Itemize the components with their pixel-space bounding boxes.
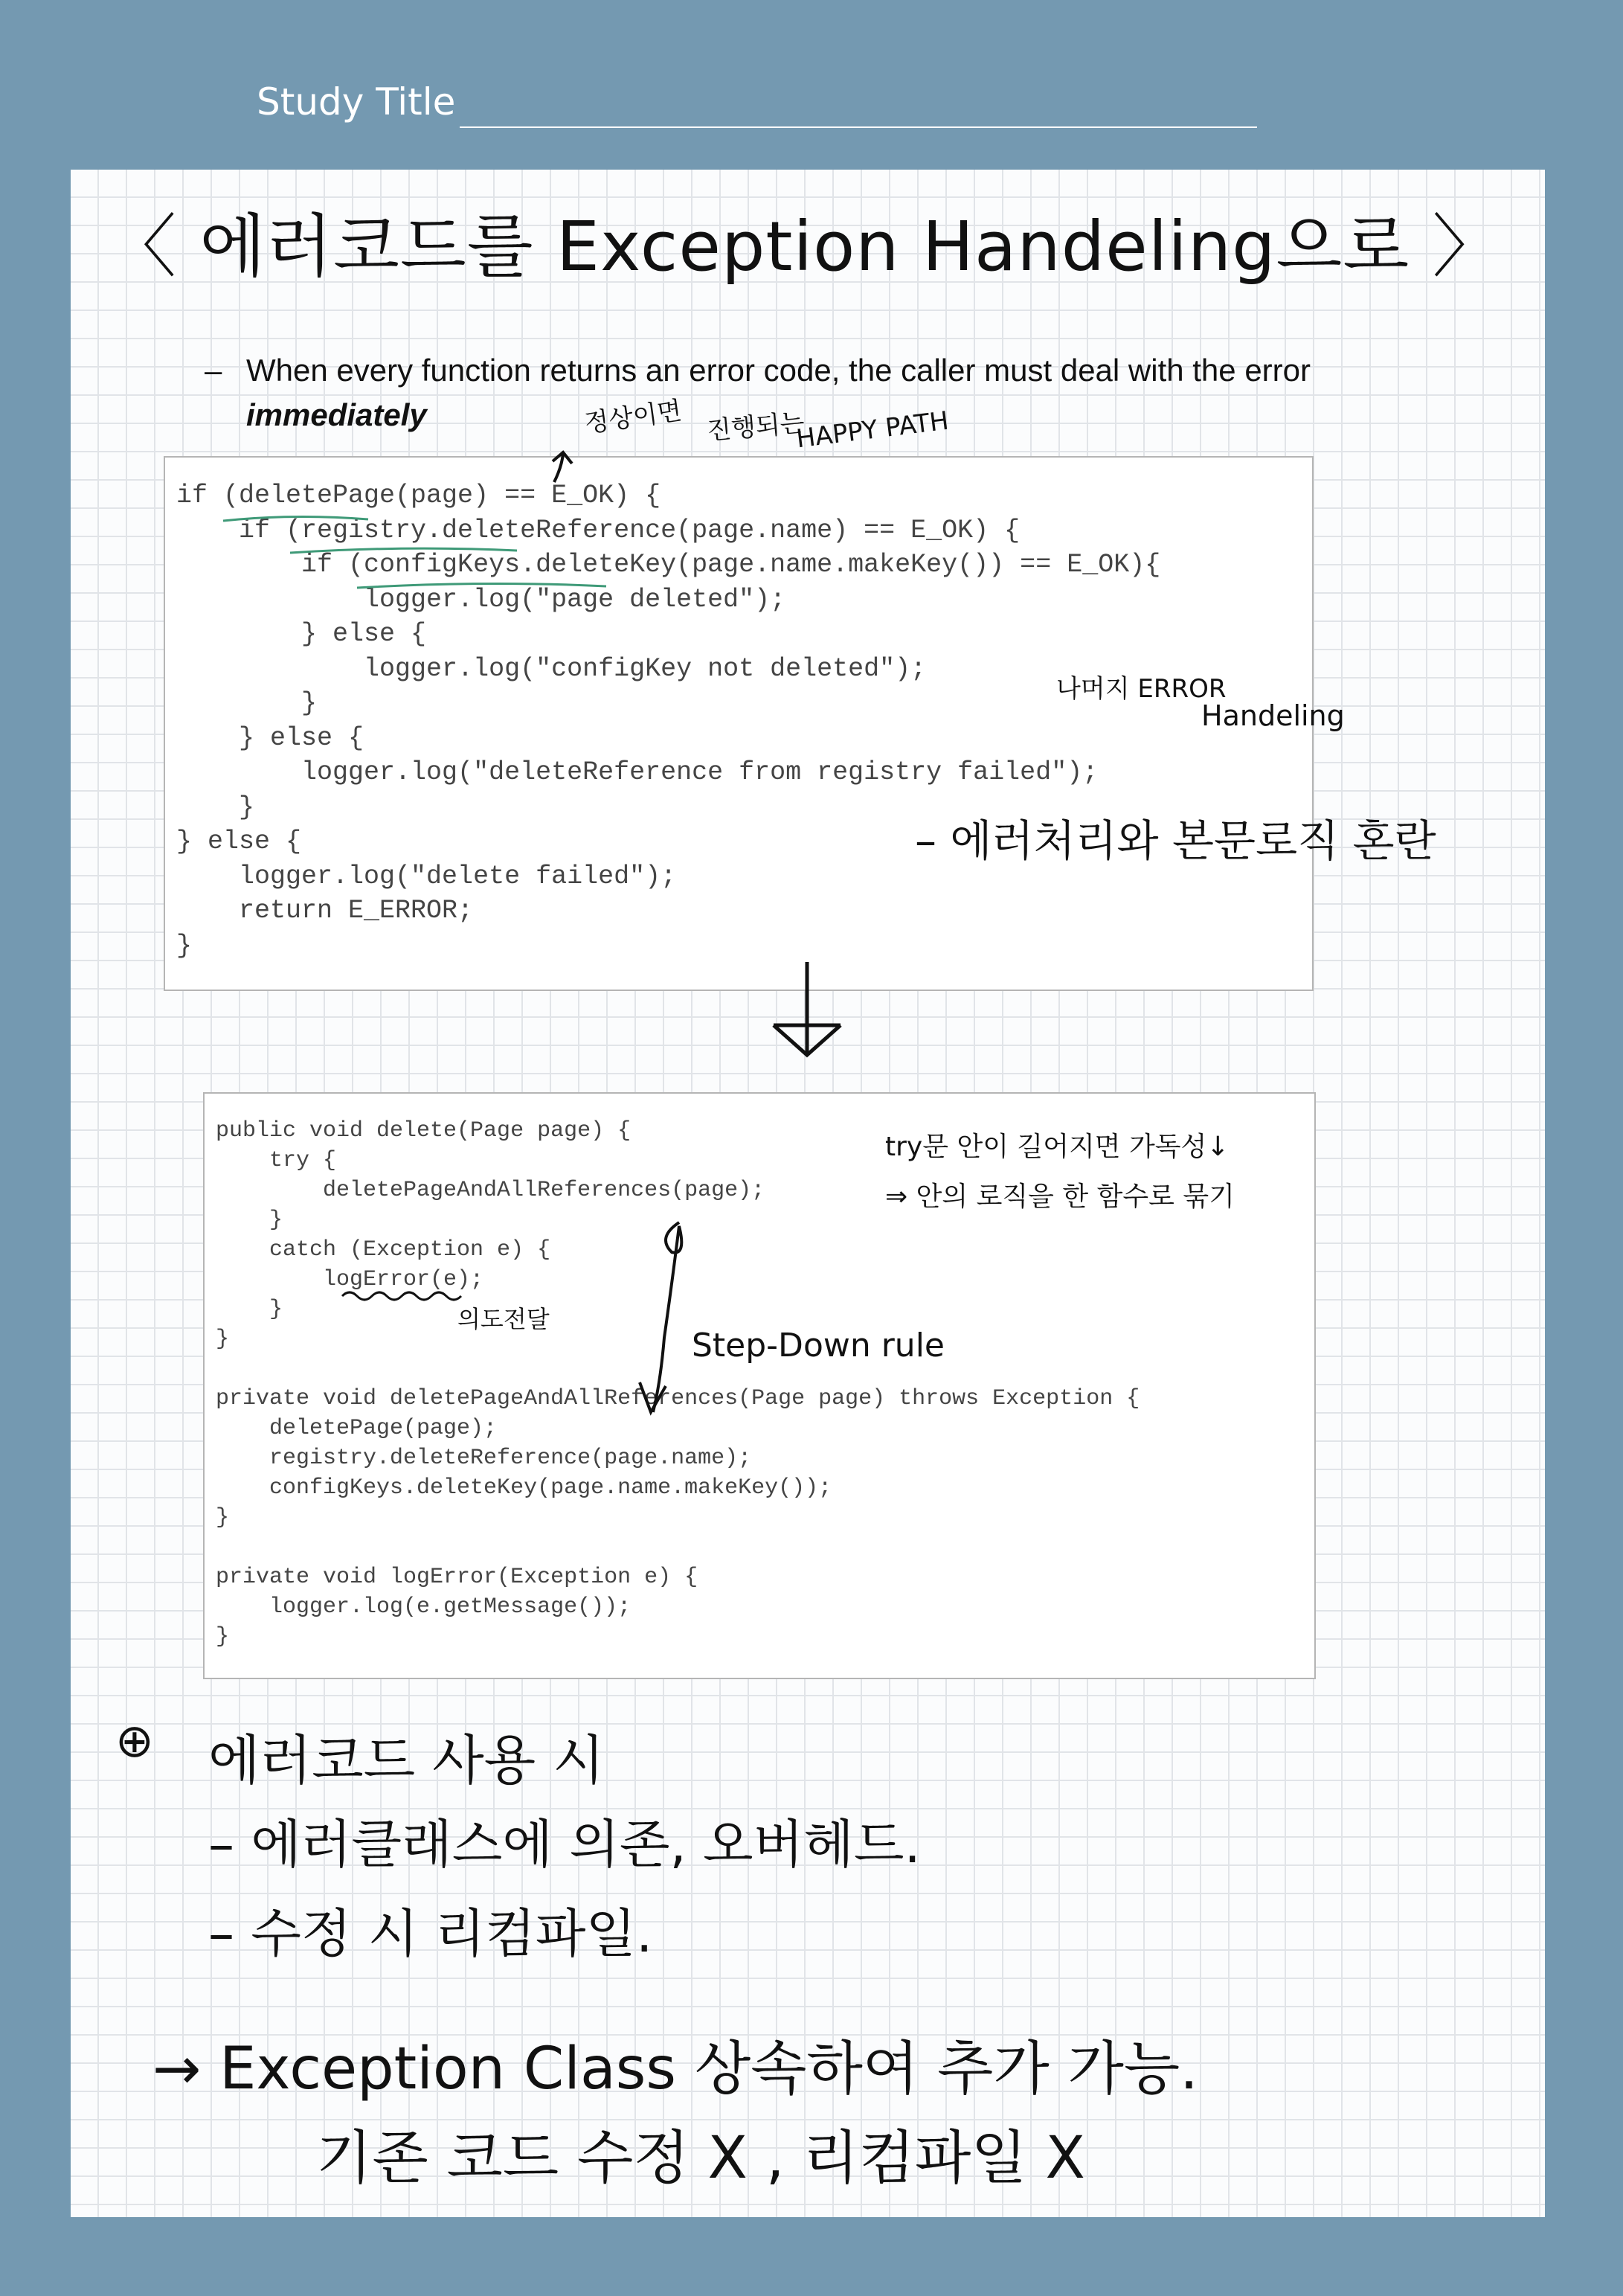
annotation-confusion: – 에러처리와 본문로직 혼란 bbox=[915, 815, 1436, 866]
code-block-before bbox=[164, 456, 1314, 991]
annotation-step-down: Step-Down rule bbox=[692, 1327, 945, 1365]
study-title-underline bbox=[460, 126, 1257, 128]
annotation-happy-path: HAPPY PATH bbox=[794, 405, 951, 455]
bullet-dash: – bbox=[205, 353, 222, 388]
note-title: 〈 에러코드를 Exception Handeling으로 〉 bbox=[108, 207, 1502, 286]
note-page bbox=[71, 170, 1545, 2217]
study-title-label: Study Title bbox=[257, 80, 456, 124]
summary-conclusion-2: 기존 코드 수정 X , 리컴파일 X bbox=[316, 2125, 1085, 2192]
code-after-text: public void delete(Page page) { try { deletePageAndAllReferences(page); } catch (Exception e) { logError(e); } } private void deletePageAndAllReferences(Page page) throws Exception { deletePage(page); registry.deleteReference(page.name); configKeys.deleteKey(page.name.makeKey()); } private void logError(Exception e) { logger.log(e.getMessage()); } bbox=[216, 1118, 1140, 1649]
summary-item-2: – 수정 시 리컴파일. bbox=[208, 1903, 653, 1964]
code-before-text: if (deletePage(page) == E_OK) { if (registry.deleteReference(page.name) == E_OK) { if (configKeys.deleteKey(page.name.makeKey()) == E_OK){ logger.log("page deleted"); } else { logger.log("configKey not deleted"); } } else { logger.log("deleteReference from registry failed"); } } else { logger.log("delete failed"); return E_ERROR; } bbox=[176, 481, 1161, 961]
summary-conclusion-1: → Exception Class 상속하여 추가 가능. bbox=[152, 2036, 1198, 2103]
summary-marker: ⊕ bbox=[115, 1713, 154, 1768]
annotation-intent: 의도전달 bbox=[457, 1305, 550, 1333]
bullet-text-emphasis: immediately bbox=[246, 397, 427, 432]
annotation-handeling: Handeling bbox=[1201, 699, 1345, 732]
bullet-text-main: When every function returns an error code, the caller must deal with the error bbox=[246, 353, 1311, 388]
annotation-rest-error: 나머지 ERROR bbox=[1056, 674, 1227, 704]
annotation-try-block: try문 안이 길어지면 가독성↓ bbox=[885, 1132, 1230, 1162]
summary-heading: 에러코드 사용 시 bbox=[208, 1729, 605, 1792]
summary-item-1: – 에러클래스에 의존, 오버헤드. bbox=[208, 1814, 921, 1875]
annotation-progresses: 진행되는 bbox=[705, 408, 806, 446]
annotation-extract: ⇒ 안의 로직을 한 함수로 묶기 bbox=[885, 1181, 1235, 1212]
annotation-normal-case: 정상이면 bbox=[582, 396, 684, 439]
